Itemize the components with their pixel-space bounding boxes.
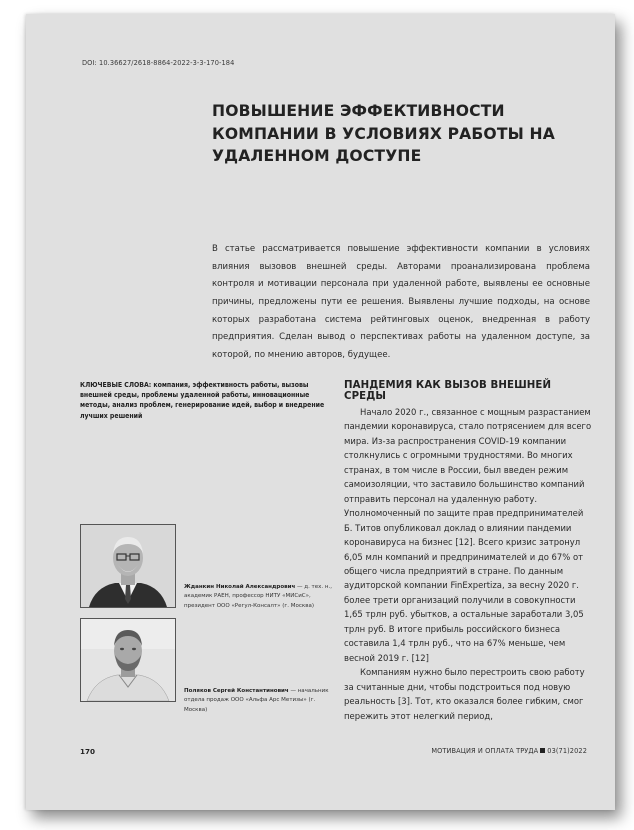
section-title: ПАНДЕМИЯ КАК ВЫЗОВ ВНЕШНЕЙ СРЕДЫ xyxy=(344,380,552,402)
body-paragraph-1: Начало 2020 г., связанное с мощным разрастанием пандемии коронавируса, стало потрясением для всего мира. Из-за распространения COVID-19 компании столкнулись с огромными трудностями. Во многих странах, в том числе в России, был введен режим самоизоляции, что заставило большинство компаний отправить персонал на удаленную работу. Уполномоченный по защите прав предпринимателей Б. Титов опубликовал доклад о влиянии пандемии коронавируса на бизнес [12]. Всего кризис затронул 6,05 млн компаний и предпринимателей и до 67% от общего числа предприятий в стране. По данным аудиторской компании FinExpertiza, за весну 2020 г. более трети организаций получили в совокупности 1,65 трлн руб. убытков, а остальные заработали 3,05 трлн руб. В итоге прибыль российского бизнеса составила 1,4 трлн руб., что на 67% меньше, чем весной 2019 г. [12] xyxy=(344,407,592,663)
square-separator-icon xyxy=(540,748,545,753)
author-details-2: — начальник отдела продаж ООО «Альфа Арс Метизы» (г. Москва) xyxy=(184,688,329,713)
author-name-1: Жданкин Николай Александрович xyxy=(184,584,296,590)
body-paragraph-2: Компаниям нужно было перестроить свою работу за считанные дни, чтобы подстроиться под новую реальность [3]. Тот, кто оказался более гибким, смог пережить этот нелегкий период, xyxy=(344,667,585,721)
abstract: В статье рассматривается повышение эффективности компании в условиях влияния вызовов внешней среды. Авторами проанализирована проблема контроля и мотивации персонала при удаленной работе, выявлены ее основные причины, предложены пути ее решения. Выявлены лучшие подходы, на основе которых разработана система рейтинговых оценок, внедренная в работу предприятия. Сделан вывод о перспективах работы на удаленном доступе, за которой, по мнению авторов, будущее. xyxy=(212,244,590,360)
article-title: ПОВЫШЕНИЕ ЭФФЕКТИВНОСТИ КОМПАНИИ В УСЛОВИЯХ РАБОТЫ НА УДАЛЕННОМ ДОСТУПЕ xyxy=(212,102,555,165)
journal-name: МОТИВАЦИЯ И ОПЛАТА ТРУДА xyxy=(431,747,539,755)
author-details-1: — д. тех. н., академик РАЕН, профессор НИТУ «МИСиС», президент ООО «Регул-Консалт» (г. Москва) xyxy=(184,584,332,609)
body-text xyxy=(344,405,594,723)
keywords: КЛЮЧЕВЫЕ СЛОВА: компания, эффективность работы, вызовы внешней среды, проблемы удаленной работы, инновационные методы, анализ проблем, генерирование идей, выбор и внедрение лучших решений xyxy=(80,381,325,420)
author-photo-1 xyxy=(80,524,176,608)
page-number: 170 xyxy=(80,747,96,756)
author-photo-2 xyxy=(80,618,176,702)
running-footer xyxy=(431,747,587,755)
author-caption-2 xyxy=(184,687,334,715)
journal-page xyxy=(26,14,615,810)
issue-number: 03(71)2022 xyxy=(547,747,587,755)
doi: DOI: 10.36627/2618-8864-2022-3-3-170-184 xyxy=(82,59,235,67)
author-name-2: Поляков Сергей Константинович xyxy=(184,688,289,694)
author-caption-1 xyxy=(184,583,334,611)
